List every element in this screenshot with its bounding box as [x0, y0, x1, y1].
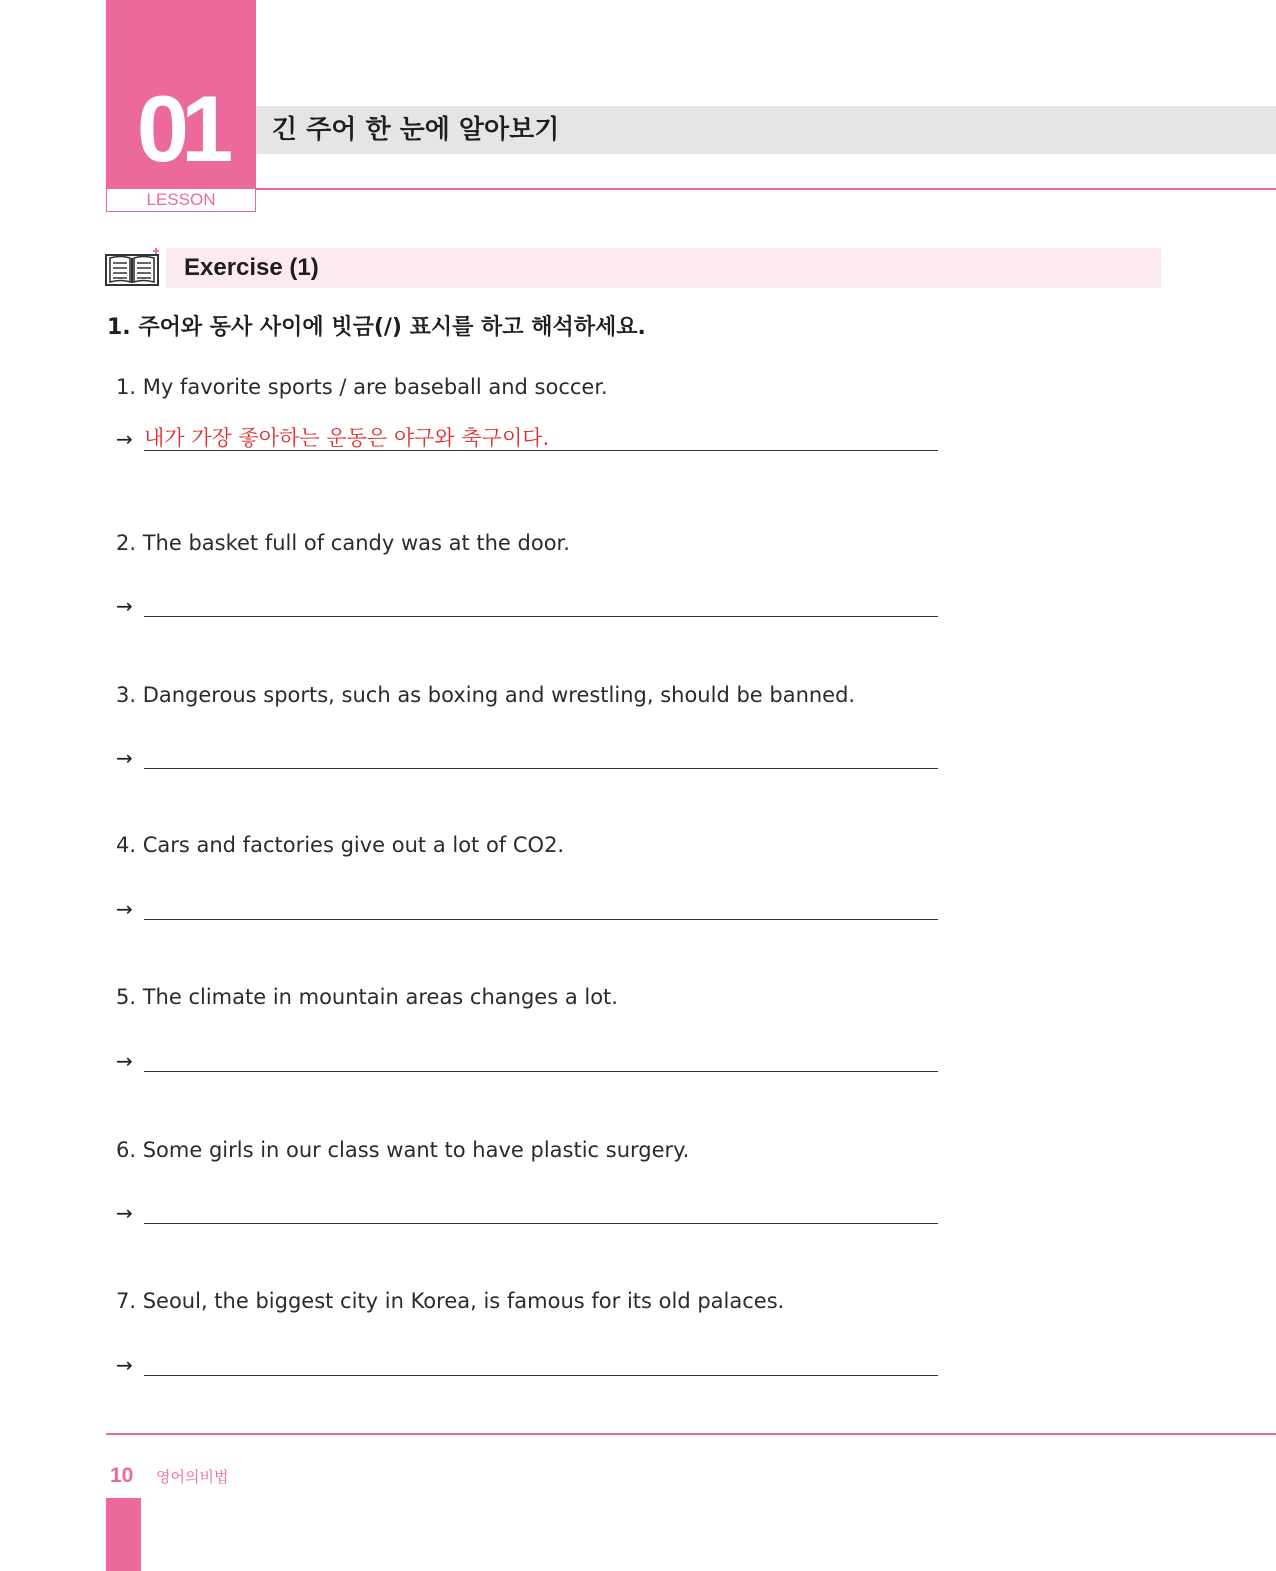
book-title: 영어의비법: [156, 1468, 229, 1486]
exercise-sentence: 5. The climate in mountain areas changes a lot.: [116, 985, 618, 1009]
arrow-icon: →: [116, 1201, 133, 1225]
arrow-icon: →: [116, 427, 133, 451]
answer-line[interactable]: [144, 1223, 938, 1224]
exercise-sentence: 1. My favorite sports / are baseball and soccer.: [116, 375, 608, 399]
exercise-sentence: 4. Cars and factories give out a lot of CO2.: [116, 833, 565, 857]
footer-tab: [106, 1498, 141, 1571]
answer-line[interactable]: [144, 768, 938, 769]
page-number: 10: [110, 1464, 134, 1487]
arrow-icon: →: [116, 1049, 133, 1073]
exercise-sentence: 3. Dangerous sports, such as boxing and wrestling, should be banned.: [116, 683, 856, 707]
answer-line[interactable]: [144, 450, 938, 451]
exercise-heading-bar: [166, 248, 1161, 288]
arrow-icon: →: [116, 746, 133, 770]
lesson-title-bar: [256, 106, 1276, 154]
book-icon: [104, 246, 162, 288]
exercise-sentence: 6. Some girls in our class want to have plastic surgery.: [116, 1138, 690, 1162]
footer-divider: [106, 1433, 1276, 1435]
answer-line[interactable]: [144, 1071, 938, 1072]
lesson-title: 긴 주어 한 눈에 알아보기: [272, 115, 560, 145]
answer-line[interactable]: [144, 1375, 938, 1376]
arrow-icon: →: [116, 594, 133, 618]
exercise-heading: Exercise (1): [184, 254, 319, 281]
arrow-icon: →: [116, 1353, 133, 1377]
arrow-icon: →: [116, 897, 133, 921]
lesson-number: 01: [136, 76, 226, 181]
answer-line[interactable]: [144, 919, 938, 920]
exercise-sentence: 7. Seoul, the biggest city in Korea, is famous for its old palaces.: [116, 1289, 785, 1313]
answer-line[interactable]: [144, 616, 938, 617]
title-divider: [256, 188, 1276, 190]
lesson-badge: [106, 0, 256, 212]
lesson-label: LESSON: [106, 188, 256, 212]
instruction-text: 1. 주어와 동사 사이에 빗금(/) 표시를 하고 해석하세요.: [107, 315, 646, 340]
answer-text: 내가 가장 좋아하는 운동은 야구와 축구이다.: [144, 426, 550, 450]
exercise-sentence: 2. The basket full of candy was at the door.: [116, 531, 570, 555]
